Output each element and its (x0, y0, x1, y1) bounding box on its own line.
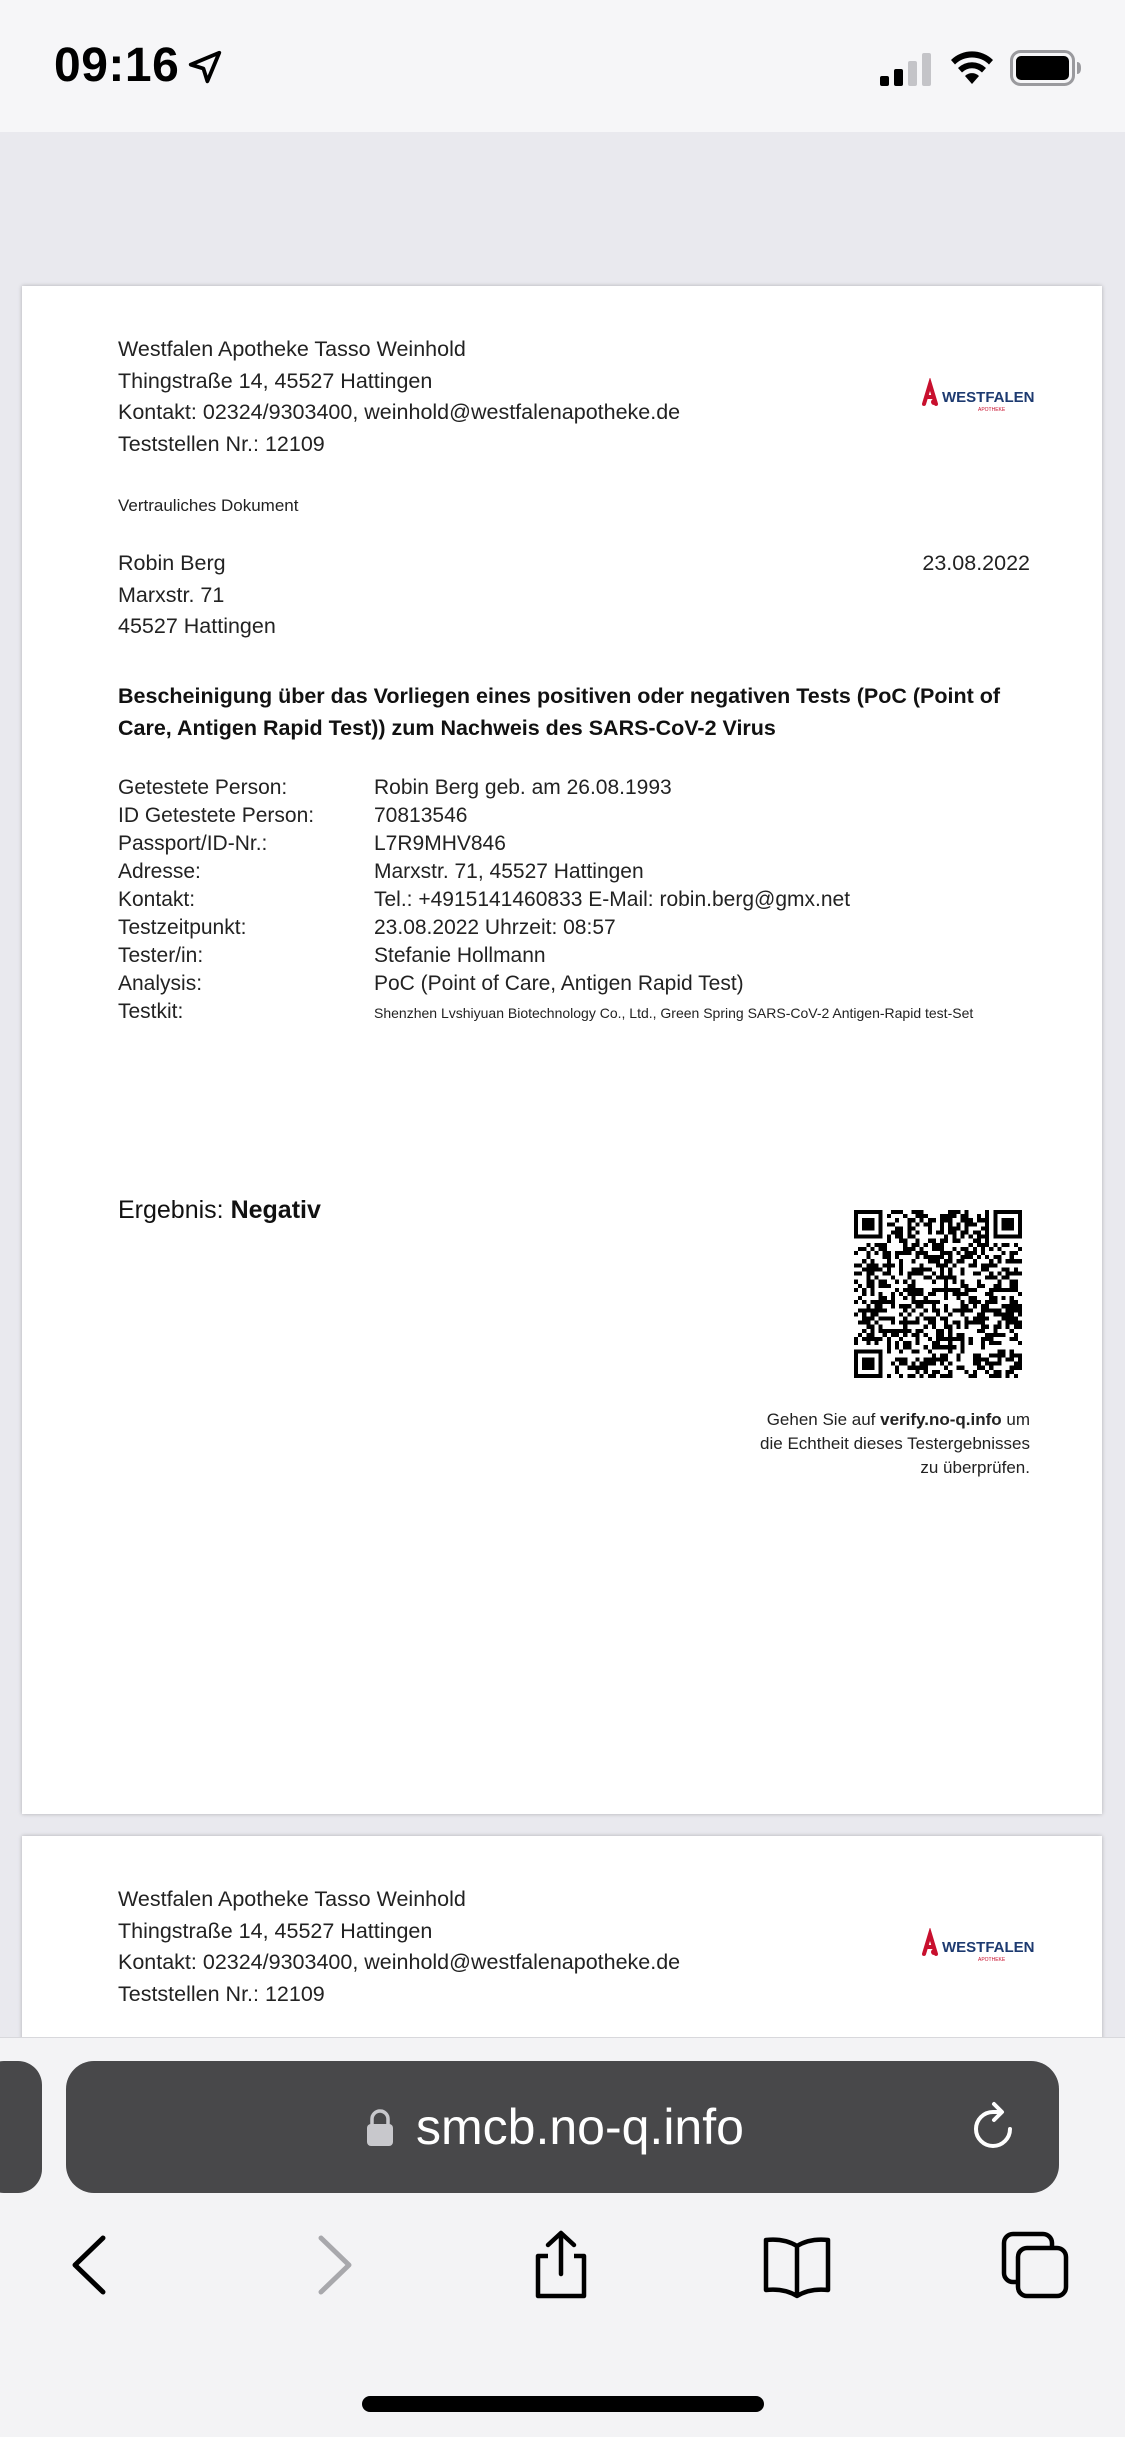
pharmacy-address: Thingstraße 14, 45527 Hattingen (118, 1918, 433, 1943)
svg-text:APOTHEKE: APOTHEKE (978, 1957, 1006, 1963)
tabs-icon[interactable] (1000, 2230, 1070, 2300)
result-value: Negativ (230, 1196, 321, 1224)
recipient-city: 45527 Hattingen (118, 614, 276, 638)
share-icon[interactable] (526, 2230, 596, 2300)
detail-value: L7R9MHV846 (374, 832, 506, 855)
qr-code (854, 1210, 1022, 1378)
verify-pre: Gehen Sie auf (766, 1410, 876, 1429)
verify-line3: zu überprüfen. (920, 1458, 1030, 1477)
verify-post: um (1006, 1410, 1030, 1429)
detail-value: Marxstr. 71, 45527 Hattingen (374, 860, 644, 883)
detail-value: PoC (Point of Care, Antigen Rapid Test) (374, 972, 744, 995)
westfalen-logo (920, 1928, 1040, 1964)
detail-label: Analysis: (118, 972, 203, 995)
verify-note (690, 1408, 1030, 1480)
result-label: Ergebnis: (118, 1196, 224, 1224)
lock-icon (364, 2108, 396, 2148)
url-text[interactable]: smcb.no-q.info (416, 2099, 744, 2155)
forward-icon[interactable] (296, 2230, 366, 2300)
pharmacy-header (118, 1884, 680, 2010)
detail-value: Tel.: +4915141460833 E-Mail: robin.berg@gmx.net (374, 888, 851, 911)
detail-label: Testzeitpunkt: (118, 916, 247, 939)
detail-value: Stefanie Hollmann (374, 944, 546, 967)
pdf-page-1 (22, 286, 1102, 1814)
reload-icon[interactable] (966, 2098, 1020, 2156)
certificate-title: Bescheinigung über das Vorliegen eines positiven oder negativen Tests (PoC (Point of Care, Antigen Rapid Test)) zum Nachweis des SARS-CoV-2 Virus (118, 684, 1001, 740)
pharmacy-name: Westfalen Apotheke Tasso Weinhold (118, 337, 466, 361)
detail-value: 70813546 (374, 804, 468, 827)
teststelle-number: Teststellen Nr.: 12109 (118, 1981, 325, 2006)
detail-label: Getestete Person: (118, 776, 288, 799)
pharmacy-header (118, 334, 680, 460)
previous-tab-preview[interactable] (0, 2061, 42, 2193)
recipient-name: Robin Berg (118, 551, 226, 575)
svg-text:WESTFALEN: WESTFALEN (942, 1939, 1035, 1956)
detail-value: 23.08.2022 Uhrzeit: 08:57 (374, 916, 616, 939)
pharmacy-contact: Kontakt: 02324/9303400, weinhold@westfalenapotheke.de (118, 400, 681, 424)
detail-label: ID Getestete Person: (118, 804, 315, 827)
recipient-street: Marxstr. 71 (118, 582, 225, 607)
pharmacy-address: Thingstraße 14, 45527 Hattingen (118, 368, 433, 393)
location-arrow-icon (186, 48, 224, 86)
pharmacy-contact: Kontakt: 02324/9303400, weinhold@westfalenapotheke.de (118, 1950, 681, 1974)
document-date: 23.08.2022 (922, 551, 1030, 575)
westfalen-logo (920, 378, 1040, 414)
home-indicator (362, 2396, 764, 2412)
detail-label: Adresse: (118, 860, 201, 883)
bookmarks-icon[interactable] (762, 2230, 832, 2300)
detail-value: Robin Berg geb. am 26.08.1993 (374, 776, 672, 799)
detail-label: Tester/in: (118, 944, 204, 967)
battery-icon (1010, 50, 1082, 86)
verify-line2: die Echtheit dieses Testergebnisses (760, 1434, 1030, 1453)
test-result (118, 1196, 321, 1225)
detail-label: Testkit: (118, 1000, 184, 1023)
svg-text:WESTFALEN: WESTFALEN (942, 389, 1035, 406)
status-time: 09:16 (54, 39, 180, 92)
teststelle-number: Teststellen Nr.: 12109 (118, 431, 325, 456)
detail-label: Kontakt: (118, 888, 196, 911)
svg-text:APOTHEKE: APOTHEKE (978, 407, 1006, 413)
wifi-icon (948, 48, 996, 86)
confidential-label: Vertrauliches Dokument (118, 496, 299, 515)
detail-label: Passport/ID-Nr.: (118, 832, 268, 855)
cellular-signal-icon (880, 52, 934, 86)
verify-link: verify.no-q.info (880, 1410, 1002, 1429)
status-bar (0, 0, 1125, 132)
recipient-address (118, 548, 276, 643)
back-icon[interactable] (58, 2230, 128, 2300)
detail-value: Shenzhen Lvshiyuan Biotechnology Co., Ltd., Green Spring SARS-CoV-2 Antigen-Rapid test-Set (374, 1005, 974, 1021)
pharmacy-name: Westfalen Apotheke Tasso Weinhold (118, 1887, 466, 1911)
